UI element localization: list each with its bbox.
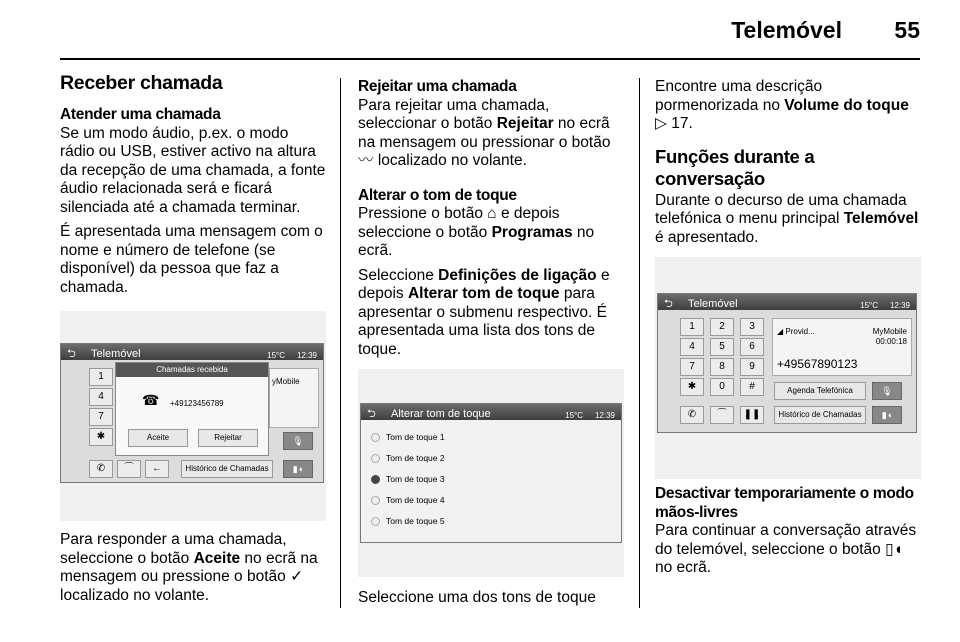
call-icon: ✆ — [680, 406, 704, 424]
clock: 12:39 — [889, 301, 910, 310]
key-3: 3 — [740, 318, 764, 336]
clock: 12:39 — [594, 411, 615, 420]
back-icon: ⮌ — [664, 298, 673, 310]
pause-icon: ❚❚ — [740, 406, 764, 424]
temperature: 15°C — [565, 411, 583, 420]
handset-speaker-icon: ▮◖ — [872, 406, 902, 424]
temperature: 15°C — [860, 301, 878, 310]
history-button: Histórico de Chamadas — [774, 406, 866, 424]
active-call-figure — [655, 257, 921, 479]
phone-icon: ☎ — [142, 392, 160, 408]
backspace-icon: ← — [145, 460, 169, 478]
handset-speaker-icon: ▮◖ — [283, 460, 313, 478]
paragraph-continue: Para continuar a conversação através do telemóvel, seleccione o botão ▯◖ no ecrã. — [655, 522, 917, 576]
call-icon: ✆ — [89, 460, 113, 478]
mute-mic-icon: 🎙 — [283, 432, 313, 450]
hangup-icon: ⌒ — [117, 460, 141, 478]
figure-caption: Seleccione uma dos tons de toque — [358, 589, 596, 606]
paragraph-audio: Se um modo áudio, p.ex. o modo rádio ou USB, estiver activo na altura da recepção de uma chamada, a fonte áudio relacionada será e ficará silenciada até a chamada terminar. — [60, 124, 326, 216]
screen-title: Alterar tom de toque — [391, 408, 491, 420]
key-1: 1 — [89, 368, 113, 386]
paragraph-volume-ref: Encontre uma descrição pormenorizada no Volume do toque ▷ 17. — [655, 78, 909, 132]
signal-icon: ◢ — [777, 327, 784, 336]
ringtone-option-4: Tom de toque 4 — [371, 491, 445, 509]
status-panel — [269, 368, 319, 428]
ringtone-option-1: Tom de toque 1 — [371, 428, 445, 446]
subheading-desactivar: Desactivar temporariamente o modo mãos-livres — [655, 485, 914, 521]
key-9: 9 — [740, 358, 764, 376]
paragraph-reject: Para rejeitar uma chamada, seleccionar o botão Rejeitar no ecrã na mensagem ou pressionar o botão 〰 localizado no volante. — [358, 96, 611, 169]
subheading-alterar-tom: Alterar o tom de toque — [358, 186, 517, 204]
key-4: 4 — [680, 338, 704, 356]
call-info-panel — [772, 318, 912, 376]
call-duration: 00:00:18 — [875, 337, 907, 346]
key-7: 7 — [89, 408, 113, 426]
hangup-icon: ⌒ — [710, 406, 734, 424]
paragraph-select: Seleccione Definições de ligação e depois Alterar tom de toque para apresentar o submenu respectivo. É apresentada uma lista dos tons de toque. — [358, 266, 610, 358]
provider-label: ◢ Provid... — [777, 327, 815, 336]
back-icon: ⮌ — [367, 408, 376, 420]
ringtone-option-2: Tom de toque 2 — [371, 449, 445, 467]
key-2: 2 — [710, 318, 734, 336]
handset-icon: ▯◖ — [885, 540, 903, 558]
mobile-name: MyMobile — [872, 327, 907, 336]
screen-title-bar — [361, 404, 621, 420]
page-ref-icon: ▷ — [655, 115, 667, 132]
key-4: 4 — [89, 388, 113, 406]
active-number: +49567890123 — [777, 357, 858, 371]
key-6: 6 — [740, 338, 764, 356]
mobile-name: yMobile — [272, 377, 300, 386]
temperature: 15°C — [267, 351, 285, 360]
screen-title-bar — [658, 294, 916, 310]
accept-button: Aceite — [128, 429, 188, 447]
history-button: Histórico de Chamadas — [181, 460, 273, 478]
page-number: 55 — [894, 17, 920, 43]
section-title: Telemóvel — [731, 17, 842, 43]
column-2 — [358, 78, 626, 614]
column-divider-1 — [340, 78, 341, 608]
reject-button: Rejeitar — [198, 429, 258, 447]
key-8: 8 — [710, 358, 734, 376]
column-1 — [60, 72, 326, 611]
caller-number: +49123456789 — [170, 399, 224, 408]
incoming-call-popup — [115, 362, 269, 456]
incoming-call-screen — [60, 343, 324, 483]
subheading-atender: Atender uma chamada — [60, 106, 221, 123]
home-icon: ⌂ — [487, 205, 497, 222]
key-7: 7 — [680, 358, 704, 376]
active-call-screen — [657, 293, 917, 433]
key-0: 0 — [710, 378, 734, 396]
paragraph-message: É apresentada uma mensagem com o nome e número de telefone (se disponível) da pessoa que faz a chamada. — [60, 223, 323, 296]
key-star: ✱ — [680, 378, 704, 396]
paragraph-during-call: Durante o decurso de uma chamada telefónica o menu principal Telemóvel é apresentado. — [655, 191, 919, 246]
key-hash: # — [740, 378, 764, 396]
clock: 12:39 — [296, 351, 317, 360]
ringtone-option-3: Tom de toque 3 — [371, 470, 445, 488]
paragraph-press-button: Pressione o botão ⌂ e depois seleccione o botão Programas no ecrã. — [358, 205, 595, 259]
key-1: 1 — [680, 318, 704, 336]
screen-title-bar — [61, 344, 323, 360]
popup-title: Chamadas recebida — [116, 363, 268, 377]
page-header — [60, 0, 920, 60]
key-star: ✱ — [89, 428, 113, 446]
screen-title: Telemóvel — [688, 298, 738, 310]
heading-receber-chamada: Receber chamada — [60, 72, 223, 94]
paragraph-accept: Para responder a uma chamada, seleccione o botão Aceite no ecrã na mensagem ou pressione o botão ✓ localizado no volante. — [60, 531, 318, 604]
back-icon: ⮌ — [67, 348, 76, 360]
key-5: 5 — [710, 338, 734, 356]
incoming-call-figure — [60, 311, 326, 521]
ringtone-figure — [358, 369, 624, 577]
column-divider-2 — [639, 78, 640, 608]
steering-hangup-icon: 〰 — [358, 152, 374, 169]
ringtone-screen — [360, 403, 622, 543]
phonebook-button: Agenda Telefónica — [774, 382, 866, 400]
heading-funcoes: Funções durante a conversação — [655, 145, 815, 189]
subheading-rejeitar: Rejeitar uma chamada — [358, 78, 517, 95]
ringtone-option-5: Tom de toque 5 — [371, 512, 445, 530]
screen-title: Telemóvel — [91, 348, 141, 360]
header-rule — [60, 58, 920, 60]
steering-call-icon: ✓ — [290, 568, 304, 585]
mute-mic-icon: 🎙 — [872, 382, 902, 400]
column-3 — [655, 78, 923, 584]
